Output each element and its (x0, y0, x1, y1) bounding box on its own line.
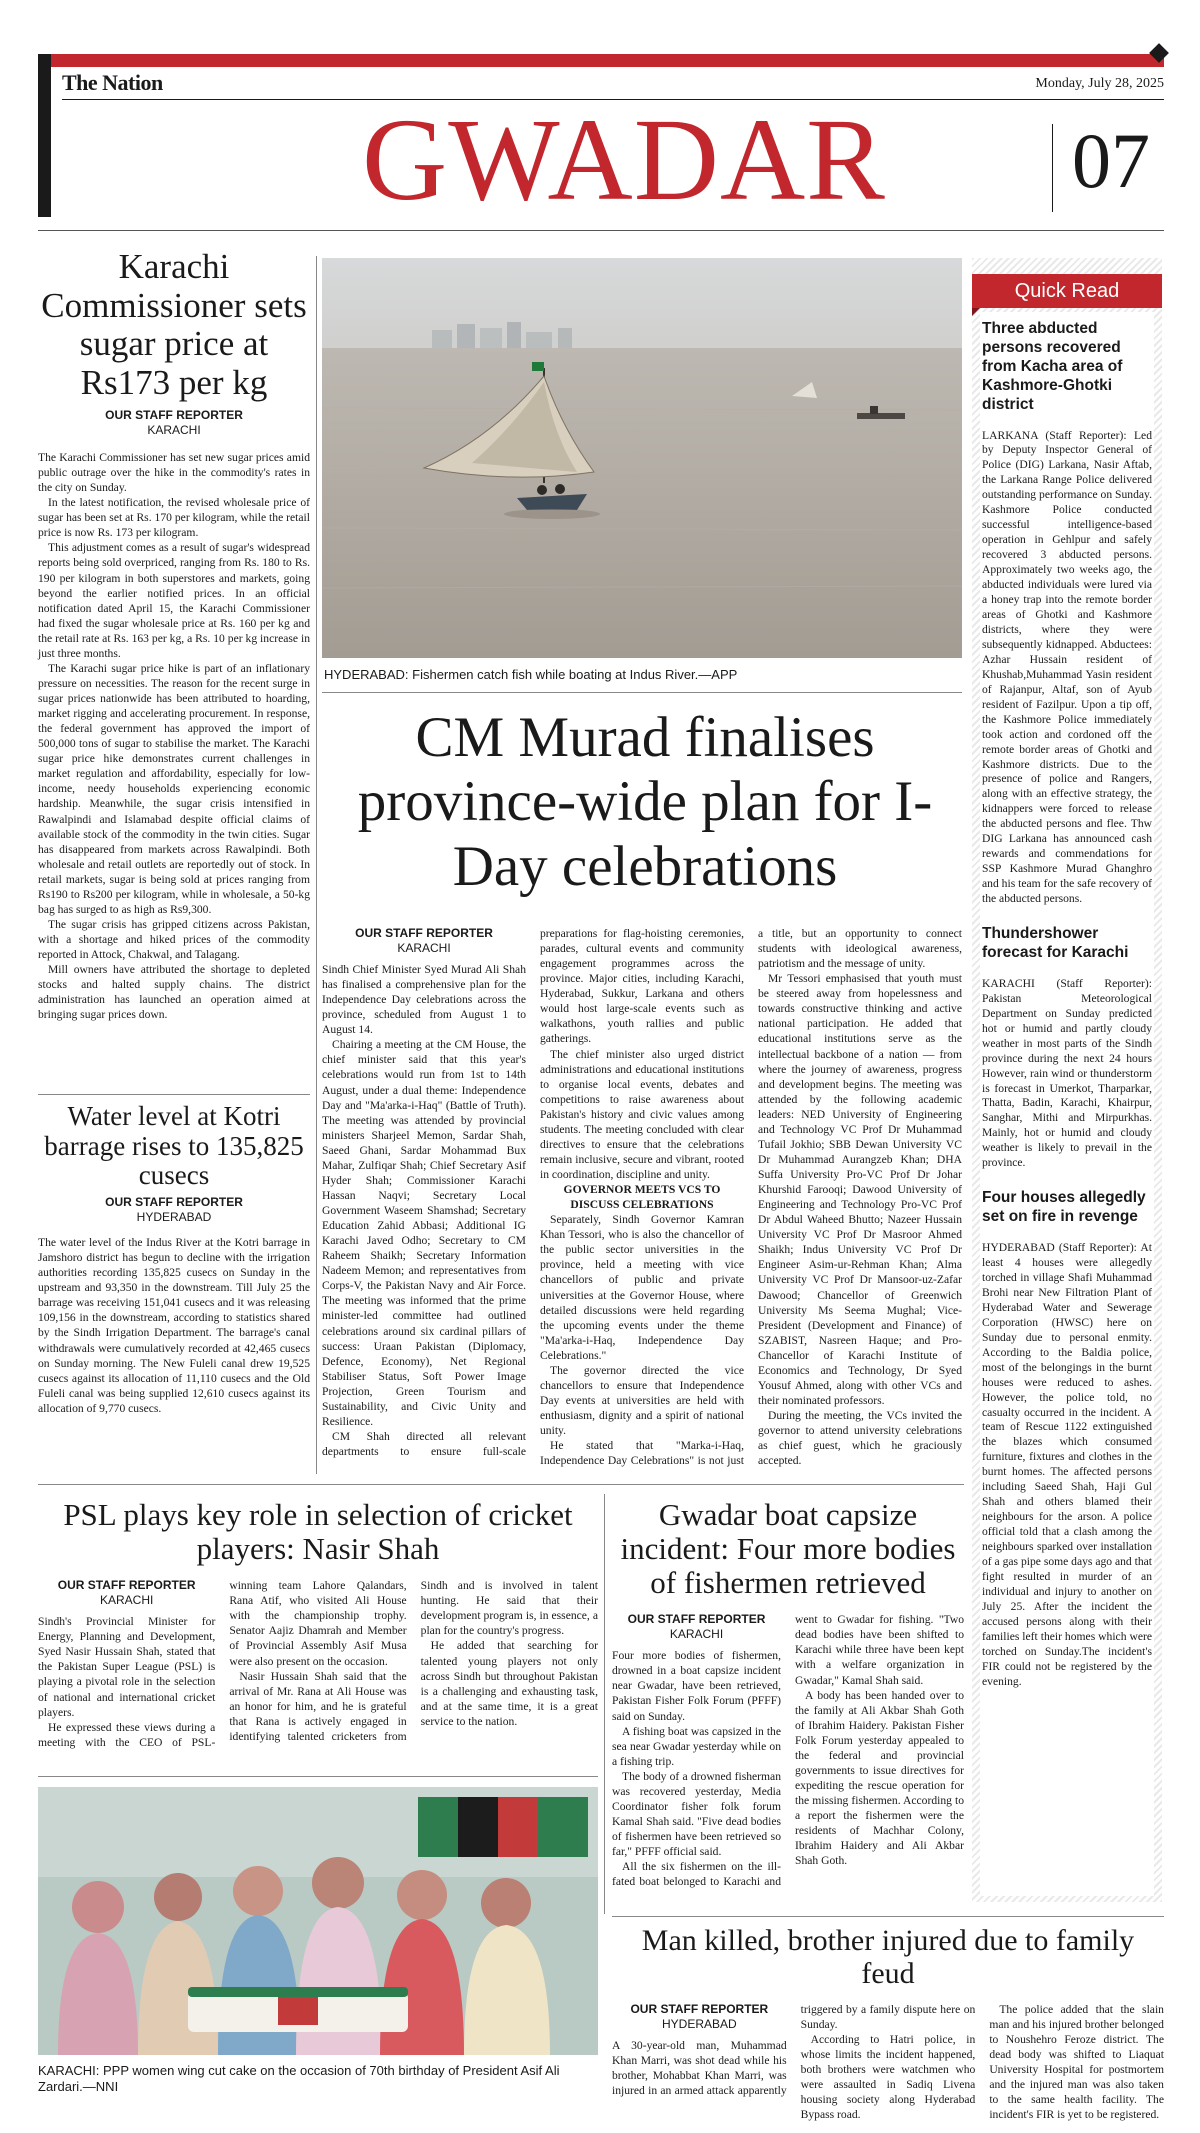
brief-text: KARACHI (Staff Reporter): Pakistan Meteorological Department on Sunday predicted hot or humid and partly cloudy weather in most parts of the Sindh province during the next 24 hours However, rain wind or thunderstorm is forecast in Umerkot, Tharparkar, Thatta, Badin, Karachi, Khairpur, Sanghar, Mithi and Mirpurkhas. Mainly, hot or humid and cloudy weather is likely to prevail in the province. (982, 976, 1152, 1170)
quick-read-content (980, 312, 1154, 1896)
section-rule (38, 1484, 964, 1485)
dateline: HYDERABAD (136, 1210, 212, 1225)
section-title: GWADAR (362, 94, 886, 225)
dateline: KARACHI (147, 423, 201, 437)
article-paragraph: Sindh's Provincial Minister for Energy, Planning and Development, Syed Nasir Hussain Shah, stated that the Pakistan Super League (PSL) is playing a pivotal role in the selection of national and international cricket players. (38, 1615, 216, 1719)
article-paragraph: During the meeting, the VCs invited the governor to attend university celebrations as chief guest, which he graciously accepted. (758, 1409, 962, 1468)
page-number-divider (1052, 124, 1053, 212)
article-paragraph: Sindh Chief Minister Syed Murad Ali Shah has finalised a comprehensive plan for the Independence Day celebrations across the province, scheduled from August 1 to August 14. (322, 963, 526, 1037)
article-byline (38, 408, 310, 438)
article-byline (612, 1612, 781, 1642)
article-paragraph: This adjustment comes as a result of sugar's widespread reports being sold overpriced, ranging from Rs. 180 to Rs. 190 per kilogram in both superstores and markets, going beyond the earlier notified prices. In an official notification dated April 15, the Karachi Commissioner had fixed the sugar wholesale price at Rs. 160 per kg and the retail rate at Rs. 163 per kg, a Rs. 10 per kg increase in just three months. (38, 541, 310, 660)
reporter-name: OUR STAFF REPORTER (627, 1612, 766, 1627)
brief-headline: Four houses allegedly set on fire in revenge (982, 1189, 1146, 1226)
brief-headline: Thundershower forecast for Karachi (982, 925, 1129, 961)
reporter-name: OUR STAFF REPORTER (355, 926, 493, 940)
section-rule (38, 1776, 598, 1777)
article-headline: Gwadar boat capsize incident: Four more bodies of fishermen retrieved (620, 1497, 956, 1601)
article-headline: Water level at Kotri barrage rises to 135,825 cusecs (44, 1101, 304, 1191)
article-byline (612, 2002, 787, 2032)
article-paragraph: A body has been handed over to the family at Ali Akbar Shah Goth of Ibrahim Haidery. Pakistan Fisher Folk Forum yesterday appealed to the federal and provincial governments to issue directives for expediting the rescue operation for the missing fishermen. According to a report the fishermen were the residents of Machhar Colony, Ibrahim Haidery and Ali Akbar Shah Goth. (795, 1688, 964, 1868)
masthead-left-bar (38, 54, 51, 217)
quick-read-tab: Quick Read (972, 274, 1162, 308)
section-rule (612, 1916, 1164, 1917)
article-headline: Karachi Commissioner sets sugar price at Rs173 per kg (41, 247, 307, 402)
quick-read-tab-fold (972, 308, 980, 316)
dateline: KARACHI (99, 1593, 154, 1608)
masthead-top-bar (38, 54, 1164, 67)
caption-rule (322, 692, 962, 693)
reporter-name: OUR STAFF REPORTER (105, 408, 243, 422)
article-paragraph: Mill owners have attributed the shortage to depleted stocks and halted supply chains. The district administration has launched an operation aimed at bringing sugar prices down. (38, 963, 310, 1022)
article-paragraph: The body of a drowned fisherman was recovered yesterday, Media Coordinator fisher folk forum Kamal Shah said. "Five dead bodies of fishermen have been retrieved so far," PFFF official said. (612, 1769, 781, 1859)
photo-caption: KARACHI: PPP women wing cut cake on the occasion of 70th birthday of President Asif Ali Zardari.—NNI (38, 2063, 560, 2095)
dateline: HYDERABAD (661, 2017, 737, 2031)
article-paragraph: The sugar crisis has gripped citizens across Pakistan, with a shortage and hiked prices of the commodity reported in Attock, Chakwal, and Talagang. (38, 917, 310, 962)
article-byline (38, 1578, 215, 1608)
article-paragraph: The governor directed the vice chancellors to ensure that Independence Day events at universities are held with enthusiasm, dignity and a spirit of national unity. (540, 1363, 744, 1438)
cm-murad-article (322, 926, 962, 1468)
article-paragraph: A fishing boat was capsized in the sea near Gwadar yesterday while on a fishing trip. (612, 1724, 781, 1768)
article-headline: Man killed, brother injured due to family feud (641, 1924, 1135, 1990)
page-number: 07 (1072, 117, 1150, 204)
newspaper-name: The Nation (62, 70, 163, 95)
article-subhead: GOVERNOR MEETS VCS TO DISCUSS CELEBRATIONS (563, 1183, 721, 1212)
fishermen-photo (322, 258, 962, 658)
dateline: KARACHI (397, 941, 451, 955)
kotri-barrage-article (38, 1102, 310, 1416)
cake-cutting-photo (38, 1787, 598, 2055)
article-headline: PSL plays key role in selection of cricket players: Nasir Shah (63, 1497, 573, 1567)
article-body (38, 1578, 598, 1750)
article-body (612, 2002, 1164, 2123)
article-paragraph: All the six fishermen on the ill-fated boat belonged to Karachi and went to Gwadar for fishing. "Two dead bodies have been shifted to Karachi while three have been kept with a welfare organization in Gwadar," Kamal Shah said. (612, 1613, 964, 1889)
article-paragraph: The water level of the Indus River at the Kotri barrage in Jamshoro district has begun to decline with the irrigation authorities recording 135,825 cusecs on Sunday in the upstream and 93,350 in the downstream. Till July 25 the barrage was receiving 151,041 cusecs and it was releasing 109,156 in the downstream, according to statistics shared by the Sindh Irrigation Department. The barrage's canal withdrawals were cumulatively recorded at 42,465 cusecs on Sunday morning. The New Fuleli canal drew 19,525 cusecs against its allocation of 11,110 cusecs and the Old Fuleli canal was being supplied 12,610 cusecs against its allocation of 9,770 cusecs. (38, 1236, 310, 1415)
article-paragraph: The Karachi Commissioner has set new sugar prices amid public outrage over the hike in the commodity's rates in the city on Sunday. (38, 451, 310, 495)
brief-text: HYDERABAD (Staff Reporter): At least 4 houses were allegedly torched in village Shafi Muhammad Brohi near New Filtration Plant of Hyderabad Water and Sewerage Corporation (HWSC) here on Sunday due to personal enmity. According to the Baldia police, most of the belongings in the burnt houses were reduced to ashes. However, the police told, no casualty occurred in the incident. A team of Rescue 1122 extinguished the blazes which consumed furniture, fixtures and clothes in the burnt homes. The affected persons including Saeed Shah, Haji Gul Shah and others blamed their neighbours for the arson. A police official told that a clash among the neighbours sparked over installation of a gas pipe some days ago and that fight resulted in murder of an individual and injury to another on July 25. After the incident the accused persons along with their families left their homes which were torched on Sunday.The incident's FIR could not be registered by the evening. (982, 1241, 1152, 1688)
family-feud-article (612, 1924, 1164, 2123)
brief-headline: Three abducted persons recovered from Kacha area of Kashmore-Ghotki district (982, 320, 1123, 413)
dateline: KARACHI (669, 1627, 724, 1642)
article-paragraph: Separately, Sindh Governor Kamran Khan Tessori, who is also the chancellor of the public sector universities in the province, held a meeting with vice chancellors of public and private universities at the Governor House, where detailed discussions were held regarding the upcoming events under the theme "Ma'arka-i-Haq, Independence Day Celebrations." (540, 1213, 744, 1362)
article-paragraph: The police added that the slain man and his injured brother belonged to Noushehro Feroze district. The dead body was shifted to Liaquat University Hospital for postmortem and the injured man was also taken to the same health facility. The incident's FIR is yet to be registered. (989, 2003, 1164, 2122)
article-paragraph: The Karachi sugar price hike is part of an inflationary pressure on necessities. The reason for the recent surge in sugar prices nationwide has been attributed to hoarding, market rigging and accelerating procurement. In response, the federal government has approved the import of 500,000 tons of sugar to stabilise the market. The Karachi sugar price hike demonstrates current challenges in market regulation and affordability, especially for low-income, needy households experiencing economic hardship. Meanwhile, the sugar crisis intensified in Rawalpindi and Islamabad despite official claims of available stock of the commodity in the twin cities. Sugar has disappeared from markets across Rawalpindi. Both wholesale and retail outlets are reportedly out of stock. In retail markets, sugar is being sold at prices ranging from Rs190 to Rs200 per kilogram, while in wholesale, a 50-kg bag has surged to as high as Rs9,300. (38, 661, 310, 916)
column-divider (38, 1094, 310, 1095)
sugar-price-article (38, 248, 310, 1022)
article-paragraph: A 30-year-old man, Muhammad Khan Marri, was shot dead while his brother, Mohabbat Khan Marri, was injured in an armed attack apparently triggered by a family dispute here on Sunday. (612, 2003, 976, 2098)
article-body (38, 1235, 310, 1416)
article-paragraph: The chief minister also urged district administrations and educational institutions to organise local events, debates and competitions to raise awareness about Pakistan's history and civic values among students. The meeting concluded with clear directives to ensure that the celebrations remain inclusive, secure and vibrant, rooted in coordination, discipline and unity. (540, 1047, 744, 1181)
article-paragraph: He expressed these views during a meeting with the CEO of PSL-winning team Lahore Qalandars, Rana Atif, who visited Ali House with the championship trophy. Senator Aajiz Dhamrah and Member of Provincial Assembly Asif Musa were also present on the occasion. (38, 1579, 407, 1749)
article-paragraph: According to Hatri police, in whose limits the incident happened, both brothers were watchmen who were assaulted in Sadiq Livena housing society along Hyderabad Bypass road. (800, 2033, 976, 2122)
reporter-name: OUR STAFF REPORTER (630, 2002, 769, 2016)
column-divider (604, 1494, 605, 1914)
article-paragraph: Nasir Hussain Shah said that the arrival of Mr. Rana at Ali House was an honor for him, and he is grateful that Rana is actively engaged in identifying talented cricketers from Sindh and is involved in talent hunting. He said that their development program is, in essence, a plan for the country's progress. (229, 1579, 598, 1743)
brief-text: LARKANA (Staff Reporter): Led by Deputy Inspector General of Police (DIG) Larkana, Nasir Aftab, the Larkana Range Police delivered outstanding performance on Sunday. Kashmore Police conducted successful intelligence-based operation in Gehlpur and safely recovered 3 abducted persons. Approximately two weeks ago, the abducted individuals were lured via a honey trap into the remote border areas of Ghotki and Kashmore districts, where they were subsequently kidnapped. Abductees: Azhar Hussain resident of Khushab,Muhammad Yasin resident of Rajanpur, Altaf, son of Ayub resident of Fazilpur. Upon a tip off, the Kashmore Police immediately took action and cordoned off the remote border areas of Ghotki and Kashmore districts. Due to the presence of police and Rangers, along with an effective strategy, the kidnappers were forced to release the abducted persons and flee. Thw DIG Larkana has announced cash rewards and commendations for SSP Kashmore Murad Ghanghro and his team for the safe recovery of the abducted persons. (982, 428, 1152, 906)
article-paragraph: He stated that "Marka-i-Haq, Independence Day Celebrations" is not just a title, but an opportunity to connect students with ideological awareness, patriotism and the message of unity. (540, 927, 962, 1468)
fishermen-boat-image (322, 258, 962, 658)
masthead-bottom-rule (38, 230, 1164, 231)
article-body (38, 450, 310, 1022)
article-body (612, 1612, 964, 1889)
article-paragraph: CM Shah directed all relevant departments to ensure full-scale preparations for flag-hoisting ceremonies, parades, cultural events and community engagement programmes across the province. Major cities, including Karachi, Hyderabad, Sukkur, Larkana and others would host large-scale events such as walkathons, youth rallies and public gatherings. (322, 927, 744, 1458)
boat-capsize-article (612, 1498, 964, 1889)
article-body (322, 926, 962, 1468)
issue-date: Monday, July 28, 2025 (1035, 76, 1164, 91)
article-paragraph: He added that searching for talented young players not only across Sindh but throughout Pakistan is a challenging and exhausting task, and at the same time, it is a great service to the nation. (420, 1639, 598, 1728)
reporter-name: OUR STAFF REPORTER (105, 1195, 243, 1210)
column-divider (316, 256, 317, 1474)
reporter-name: OUR STAFF REPORTER (57, 1578, 196, 1593)
psl-article (38, 1498, 598, 1750)
article-byline (322, 926, 526, 956)
lead-headline: CM Murad finalises province-wide plan for I-Day celebrations (357, 706, 933, 898)
article-paragraph: Four more bodies of fishermen, drowned in a boat capsize incident near Gwadar, have been retrieved, Pakistan Fisher Folk Forum (PFFF) said on Sunday. (612, 1649, 781, 1723)
photo-caption: HYDERABAD: Fishermen catch fish while boating at Indus River.—APP (324, 667, 738, 682)
article-byline (38, 1195, 310, 1225)
article-paragraph: Chairing a meeting at the CM House, the chief minister said that this year's celebrations would run from 1st to 14th August, under a dual theme: Independence Day and "Ma'arka-i-Haq" (Battle of Truth). The meeting was attended by provincial ministers Sharjeel Memon, Sardar Shah, Saeed Ghani, Sardar Mohammad Bux Mahar, Zulfiqar Shah; Chief Secretary Asif Hyder Shah; Commissioner Karachi Hassan Naqvi; Secretary Local Government Waseem Shamshad; Secretary Education Zahid Abbasi; Additional IG Karachi Javed Odho; Secretary to CM Raheem Shaikh; Secretary Information Nadeem Memon; and representatives from Corps-V, the Pakistan Navy and Air Force. The meeting was informed that the prime minister-led committee had outlined celebrations around six cardinal pillars of success: Uraan Pakistan (Diplomacy, Defence, Economy), Net Regional Stabiliser Status, Soft Power Image Projection, Green Tourism and Sustainability, and Civic Unity and Resilience. (322, 1038, 526, 1428)
ppp-women-wing-image (38, 1787, 598, 2055)
quick-read-sidebar (972, 258, 1162, 1902)
article-paragraph: Mr Tessori emphasised that youth must be steered away from hopelessness and towards constructive thinking and active national participation. He added that educational institutions serve as the intellectual backbone of a nation — from where the journey of awareness, progress and development begins. The meeting was attended by the following academic leaders: NED University of Engineering and Technology VC Prof Dr Muhammad Tufail Jokhio; SBB Dewan University VC Dr Muhammad Aurangzeb Khan; DHA Suffa University Pro-VC Prof Dr Johar Khurshid Farooqi; Dawood University of Engineering and Technology Pro-VC Prof Dr Abdul Waheed Bhutto; Nazeer Hussain University VC Prof Dr Masroor Ahmed Shaikh; Indus University VC Prof Dr Engineer Asim-ur-Rehman Khan; Alma University VC Prof Dr Mansoor-uz-Zafar Dawood; Chancellor of Greenwich University Ms Seema Mughal; Vice-President (Development and Finance) of SZABIST, Nasreen Haque; and Pro-Chancellor of Karachi Institute of Economics and Technology, Dr Syed Yousuf Ahmed, along with other VCs and their nominated professors. (758, 972, 962, 1407)
article-paragraph: In the latest notification, the revised wholesale price of sugar has been set at Rs. 170 per kilogram, while the retail price is now Rs. 173 per kilogram. (38, 496, 310, 540)
